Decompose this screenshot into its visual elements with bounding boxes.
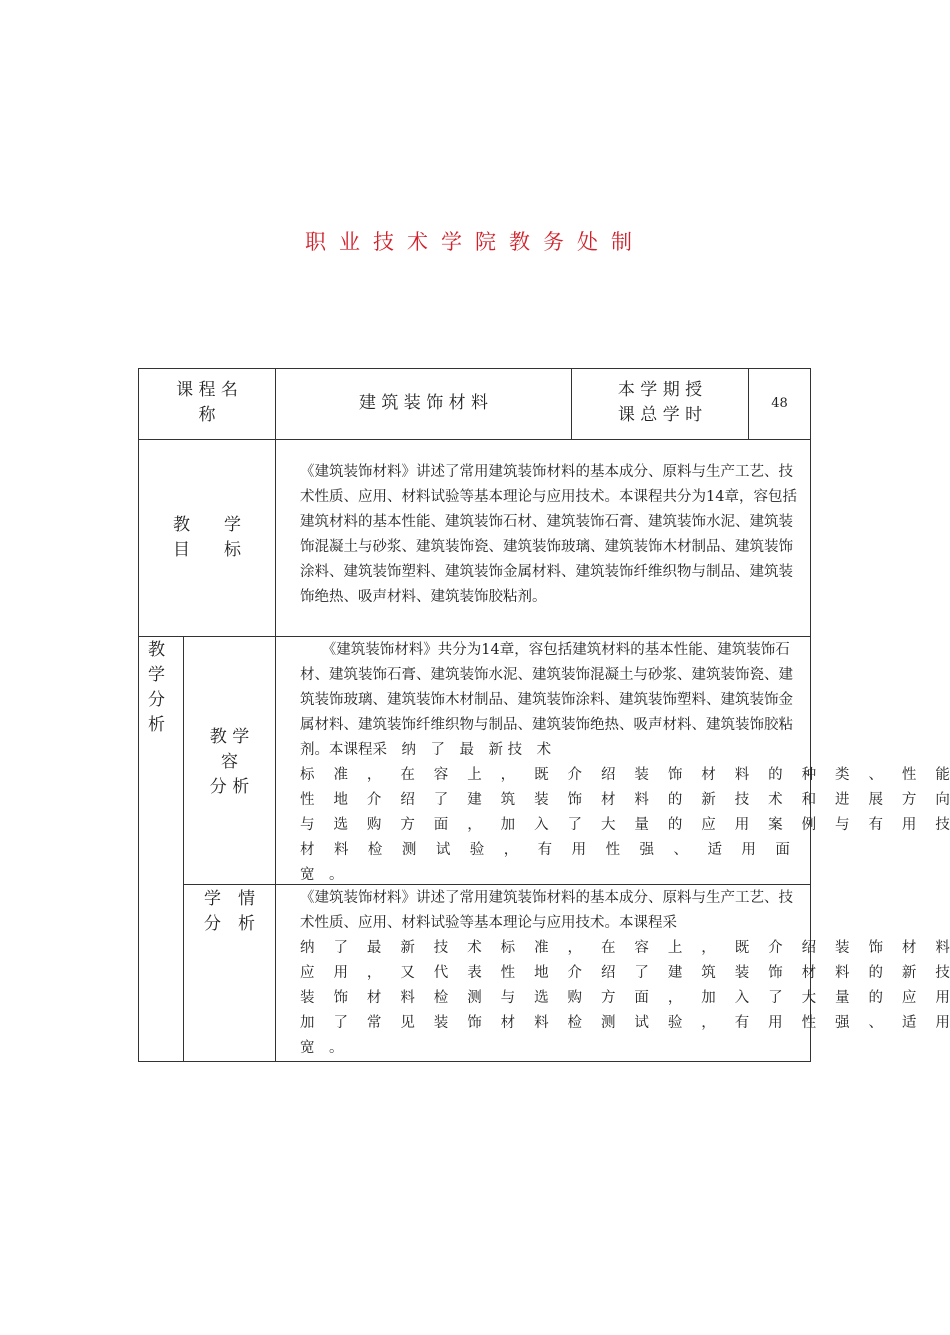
situation-label-line2: 分 析 [204,914,255,934]
text-char: 加 [701,990,716,1006]
text-char: 验 [469,842,485,858]
text-char: 量 [835,990,850,1006]
content-text: 《建筑装饰材料》共分为14章，容包括建筑材料的基本性能、建筑装饰石材、建筑装饰石膏、建筑装饰水泥、建筑装饰混凝土与砂浆、建筑装饰瓷、建筑装饰玻璃、建筑装饰木材制品、建筑装饰涂料、建筑装饰塑料、建筑装饰金属材料、建筑装饰纤维织物与制品、建筑装饰绝热、吸声材料、建筑装饰胶粘剂。本课程采 纳 了 最 新 技 术 [300,642,793,758]
text-char: 检 [367,842,383,858]
text-char: 面 [634,990,649,1006]
table-divider [138,636,811,637]
text-char: 的 [868,965,883,981]
text-char: 了 [567,817,582,833]
text-char: 与 [500,990,516,1006]
text-char: 有 [734,1015,750,1031]
text-char: 装 [433,1015,449,1031]
text-char: ， [701,1015,716,1031]
course-name-label-line1: 课 程 名 [176,380,238,400]
text-char: 最 [366,940,382,956]
text-char: 介 [567,767,582,783]
text-char: 筑 [701,965,716,981]
text-char: 了 [333,1015,348,1031]
text-char: 用 [333,965,348,981]
text-char: 例 [801,817,817,833]
text-char: 性 [901,767,917,783]
situation-line [300,961,950,986]
text-char: 见 [400,1015,415,1031]
text-char: 上 [667,940,683,956]
text-char: 装 [300,990,315,1006]
text-char: 绍 [600,965,616,981]
text-char: 表 [467,965,482,981]
text-char: 方 [600,990,616,1006]
situation-label [184,887,275,937]
text-char: 饰 [567,792,582,808]
text-char: 加 [500,817,516,833]
text-char: 材 [801,965,817,981]
content-line [300,788,950,813]
goal-label-line1: 教 学 [173,515,241,535]
text-char: 的 [667,817,683,833]
text-char: 绍 [600,767,616,783]
text-char: 、 [868,1015,883,1031]
content-last-line: 宽 。 [300,867,344,883]
text-char: 料 [835,965,850,981]
text-char: ， [503,842,519,858]
table-border-bottom [138,1061,811,1062]
text-char: 选 [534,990,549,1006]
text-char: 建 [467,792,482,808]
text-char: 向 [935,792,950,808]
text-char: ， [366,767,382,783]
analysis-label-char: 分 [148,690,165,710]
text-char: 标 [500,940,516,956]
content-analysis [300,638,950,888]
text-char: 有 [537,842,553,858]
text-char: 了 [333,940,348,956]
text-char: 既 [734,940,750,956]
text-char: 地 [333,792,348,808]
text-char: 常 [366,1015,382,1031]
text-char: 了 [433,792,449,808]
text-char: ， [500,767,516,783]
text-char: 用 [935,990,950,1006]
text-char: ， [366,965,382,981]
text-char: 能 [935,767,950,783]
text-char: 和 [801,792,817,808]
text-char: 大 [801,990,817,1006]
analysis-label-char: 析 [148,715,165,735]
text-char: 技 [935,817,950,833]
text-char: 准 [333,767,348,783]
course-name-value: 建 筑 装 饰 材 料 [358,393,489,413]
text-char: 了 [768,990,783,1006]
text-char: 新 [701,792,716,808]
text-char: 的 [868,990,883,1006]
page-title: 职业技术学院教务处制 [305,230,645,254]
text-char: 量 [634,817,649,833]
text-char: 面 [433,817,449,833]
text-char: 验 [667,1015,683,1031]
text-char: 进 [835,792,850,808]
text-char: 、 [868,767,883,783]
text-char: 购 [567,990,582,1006]
text-char: 介 [567,965,582,981]
text-char: 有 [868,817,883,833]
text-char: 术 [768,792,783,808]
text-char: 又 [400,965,415,981]
text-char: 在 [600,940,616,956]
text-char: 地 [534,965,549,981]
text-char: 入 [734,990,750,1006]
text-char: 展 [868,792,883,808]
hours-label-line1: 本 学 期 授 [617,380,703,400]
text-char: 用 [768,1015,783,1031]
course-table [138,368,950,1062]
text-char: 试 [634,1015,649,1031]
text-char: 料 [333,842,349,858]
text-char: 材 [500,1015,516,1031]
text-char: 料 [734,767,750,783]
text-char: ， [467,817,482,833]
text-char: 建 [667,965,683,981]
table-divider [183,636,184,1062]
text-char: 材 [901,940,917,956]
text-char: 技 [935,965,950,981]
text-char: 类 [835,767,850,783]
text-char: 应 [901,990,917,1006]
text-char: 性 [300,792,315,808]
text-char: 材 [300,842,315,858]
text-char: 饰 [768,965,783,981]
text-char: 适 [901,1015,917,1031]
text-char: 新 [400,940,415,956]
situation-last-line: 宽 。 [300,1040,344,1056]
text-char: 的 [667,792,683,808]
analysis-label-char: 教 [148,640,165,660]
text-char: 筑 [500,792,516,808]
text-char: 装 [634,767,649,783]
text-char: 大 [600,817,616,833]
text-char: 上 [467,767,482,783]
text-char: 标 [300,767,315,783]
text-char: 入 [534,817,549,833]
content-label-line3: 分 析 [209,777,250,797]
text-char: 性 [500,965,516,981]
text-char: 容 [433,767,449,783]
course-name-label [140,378,274,428]
text-char: 装 [534,792,549,808]
text-char: 饰 [868,940,883,956]
text-char: 强 [835,1015,850,1031]
text-char: 了 [634,965,649,981]
table-border-left [138,368,139,1062]
text-char: 新 [901,965,917,981]
goal-label-line2: 目 标 [173,540,241,560]
text-char: 介 [366,792,382,808]
text-char: 测 [401,842,417,858]
text-char: ， [701,940,716,956]
text-char: 料 [534,1015,549,1031]
text-char: 测 [600,1015,616,1031]
content-label-line2: 容 [221,752,238,772]
situation-line [300,986,950,1011]
text-char: 用 [571,842,587,858]
analysis-label [148,638,176,738]
text-char: ， [567,940,582,956]
text-char: 测 [467,990,482,1006]
text-char: 应 [701,817,716,833]
text-char: 购 [366,817,382,833]
text-char: 绍 [400,792,415,808]
hours-label [572,378,748,428]
hours-value: 48 [771,396,788,411]
table-divider [275,368,276,1062]
text-char: 与 [835,817,850,833]
text-char: 料 [400,990,415,1006]
text-char: 选 [333,817,348,833]
text-char: 材 [701,767,716,783]
situation-label-line1: 学 情 [204,889,255,909]
text-char: 容 [634,940,649,956]
text-char: 用 [901,817,917,833]
situation-line [300,936,950,961]
situation-analysis [300,886,950,1061]
text-char: 案 [768,817,783,833]
text-char: 饰 [333,990,348,1006]
hours-label-line2: 课 总 学 时 [617,405,703,425]
text-char: 饰 [467,1015,482,1031]
text-char: 性 [801,1015,817,1031]
content-line [300,838,790,863]
goal-text: 《建筑装饰材料》讲述了常用建筑装饰材料的基本成分、原料与生产工艺、技术性质、应用、材料试验等基本理论与应用技术。本课程共分为14章，容包括建筑材料的基本性能、建筑装饰石材、建筑装饰石膏、建筑装饰水泥、建筑装饰混凝土与砂浆、建筑装饰瓷、建筑装饰玻璃、建筑装饰木材制品、建筑装饰涂料、建筑装饰塑料、建筑装饰金属材料、建筑装饰纤维织物与制品、建筑装饰绝热、吸声材料、建筑装饰胶粘剂。 [300,464,797,605]
table-divider [138,439,811,440]
text-char: 用 [734,817,750,833]
text-char: 术 [467,940,482,956]
text-char: 用 [935,1015,950,1031]
text-char: 装 [835,940,850,956]
text-char: 强 [639,842,655,858]
text-char: 性 [605,842,621,858]
text-char: 材 [600,792,616,808]
text-char: 技 [433,940,449,956]
content-label [184,725,275,800]
text-char: 加 [300,1015,315,1031]
text-char: 绍 [801,940,817,956]
text-char: 方 [901,792,917,808]
text-char: 的 [768,767,783,783]
text-char: 应 [300,965,315,981]
text-char: 饰 [667,767,683,783]
text-char: 在 [400,767,415,783]
text-char: 种 [801,767,817,783]
content-line [300,813,950,838]
situation-line [300,1011,950,1036]
text-char: 与 [300,817,315,833]
text-char: 面 [775,842,790,858]
text-char: 代 [433,965,449,981]
text-char: 检 [567,1015,582,1031]
text-char: 用 [741,842,756,858]
text-char: 介 [768,940,783,956]
text-char: 技 [734,792,750,808]
course-name-label-line2: 称 [198,405,216,425]
text-char: ， [667,990,683,1006]
text-char: 既 [534,767,549,783]
text-char: 料 [935,940,950,956]
text-char: 准 [534,940,549,956]
analysis-label-char: 学 [148,665,165,685]
text-char: 材 [366,990,382,1006]
situation-text: 《建筑装饰材料》讲述了常用建筑装饰材料的基本成分、原料与生产工艺、技术性质、应用、材料试验等基本理论与应用技术。本课程采 [300,890,793,931]
text-char: 料 [634,792,649,808]
text-char: 装 [734,965,750,981]
text-char: 适 [707,842,722,858]
text-char: 、 [673,842,688,858]
text-char: 检 [433,990,449,1006]
goal-label [140,513,274,563]
text-char: 方 [400,817,415,833]
content-label-line1: 教 学 [209,727,250,747]
text-char: 试 [435,842,451,858]
text-char: 纳 [300,940,315,956]
content-line [300,763,950,788]
